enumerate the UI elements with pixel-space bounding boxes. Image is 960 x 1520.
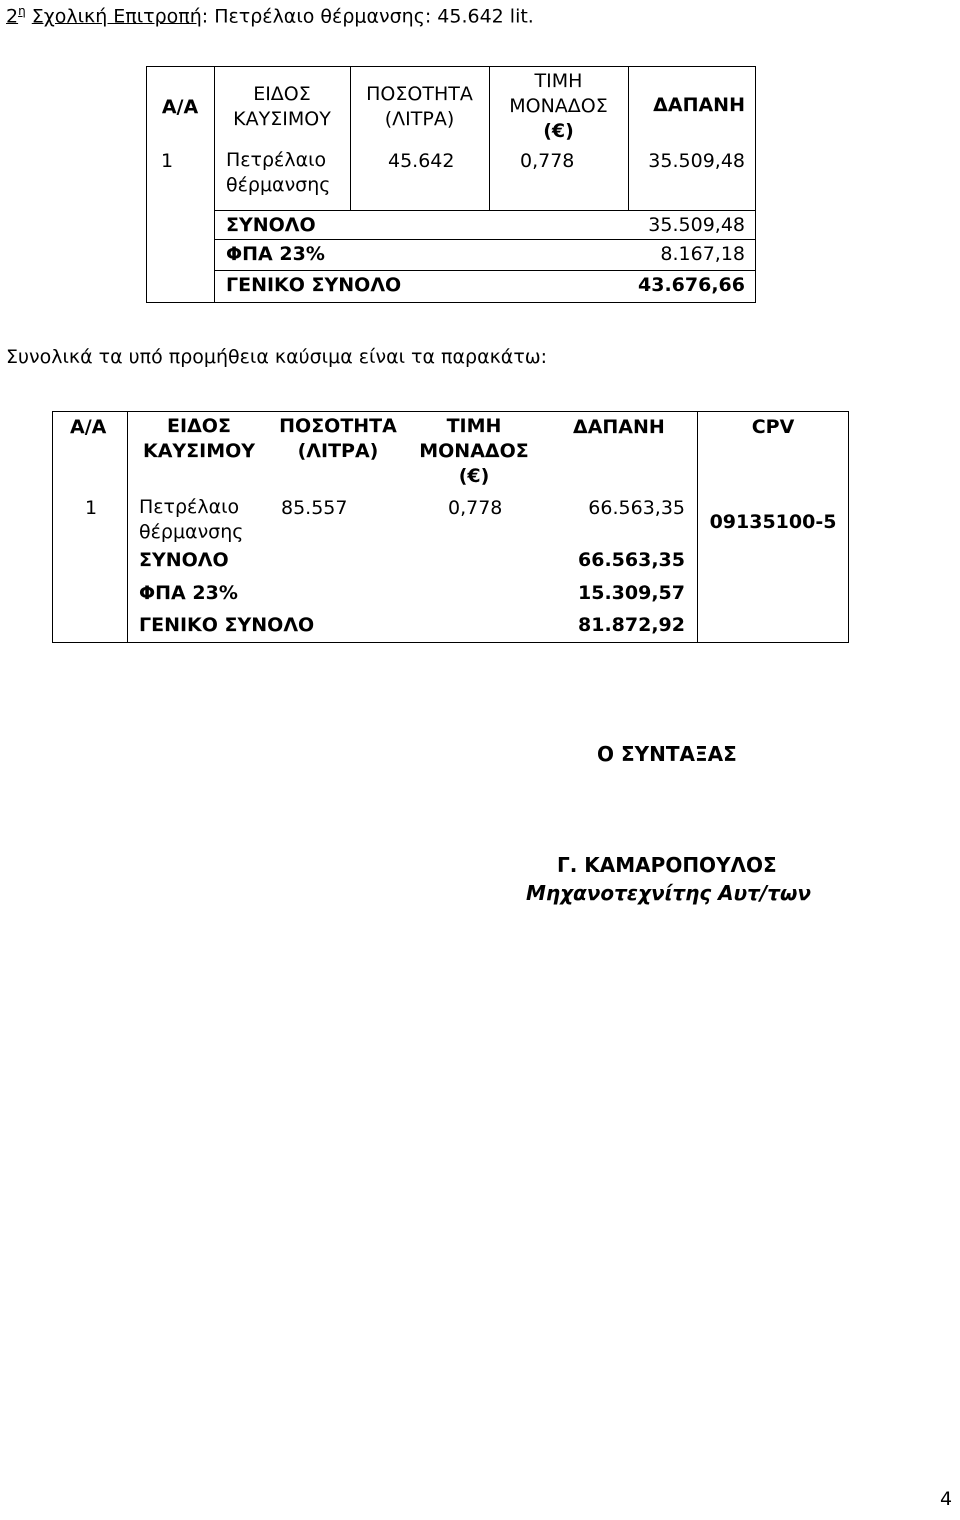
t2-total-label: ΣΥΝΟΛΟ	[139, 549, 229, 571]
t2-header-type	[128, 414, 270, 464]
t1-row-type-l2: θέρμανσης	[226, 174, 331, 196]
t2-header-cpv: CPV	[751, 416, 795, 438]
t1-header-price-l1: ΤΙΜΗ	[534, 70, 583, 92]
heading-ordinal: 2	[6, 5, 19, 28]
t2-header-qty-l1: ΠΟΣΟΤΗΤΑ	[279, 415, 397, 437]
t2-row-type	[139, 495, 267, 545]
page-number: 4	[940, 1488, 953, 1510]
t1-header-type-l1: ΕΙΔΟΣ	[253, 83, 311, 105]
t1-row-price: 0,778	[520, 150, 575, 172]
fuel-table-2	[0, 0, 960, 650]
heading-committee: Σχολική Επιτροπή	[31, 5, 202, 28]
t1-row-aa: 1	[161, 150, 174, 172]
t2-header-price-l3: (€)	[458, 465, 490, 487]
t2-header-price-l2: ΜΟΝΑΔΟΣ	[419, 440, 529, 462]
t2-row-type-l1: Πετρέλαιο	[139, 496, 240, 518]
t2-row-type-l2: θέρμανσης	[139, 521, 244, 543]
t2-total-value: 66.563,35	[578, 549, 685, 571]
signature-role: Μηχανοτεχνίτης Αυτ/των	[526, 881, 811, 905]
t2-row-cost: 66.563,35	[588, 497, 685, 519]
t1-row-qty: 45.642	[388, 150, 455, 172]
t2-header-cost: ΔΑΠΑΝΗ	[573, 416, 665, 438]
signature-title: Ο ΣΥΝΤΑΞΑΣ	[597, 742, 737, 766]
t1-total-value: 35.509,48	[648, 214, 745, 236]
signature-name: Γ. ΚΑΜΑΡΟΠΟΥΛΟΣ	[557, 853, 777, 877]
t1-vat-value: 8.167,18	[660, 243, 745, 265]
t2-row-cpv: 09135100-5	[709, 511, 837, 533]
t2-row-aa: 1	[85, 497, 98, 519]
t1-header-type-l2: ΚΑΥΣΙΜΟΥ	[233, 108, 331, 130]
t1-header-aa: Α/Α	[161, 96, 199, 118]
t1-row-type-l1: Πετρέλαιο	[226, 149, 327, 171]
t1-vat-label: ΦΠΑ 23%	[226, 243, 325, 265]
t1-header-qty-l1: ΠΟΣΟΤΗΤΑ	[366, 83, 473, 105]
t2-row-qty: 85.557	[281, 497, 348, 519]
heading-ordinal-sup: η	[18, 4, 26, 18]
t1-total-label: ΣΥΝΟΛΟ	[226, 214, 316, 236]
t2-vat-label: ΦΠΑ 23%	[139, 582, 238, 604]
t2-grand-total-value: 81.872,92	[578, 614, 685, 636]
t2-header-qty-l2: (ΛΙΤΡΑ)	[297, 440, 379, 462]
t2-header-price	[406, 414, 542, 489]
t1-header-price-l3: (€)	[543, 120, 574, 142]
t2-header-price-l1: ΤΙΜΗ	[446, 415, 502, 437]
t1-header-qty-l2: (ΛΙΤΡΑ)	[384, 108, 455, 130]
t1-row-cost: 35.509,48	[648, 150, 745, 172]
intro-text: Συνολικά τα υπό προμήθεια καύσιμα είναι τα παρακάτω:	[6, 346, 548, 368]
t2-vat-value: 15.309,57	[578, 582, 685, 604]
t1-header-cost: ΔΑΠΑΝΗ	[653, 94, 745, 116]
t2-header-type-l1: ΕΙΔΟΣ	[167, 415, 231, 437]
t2-row-price: 0,778	[448, 497, 503, 519]
heading-rest: : Πετρέλαιο θέρμανσης: 45.642 lit.	[201, 5, 534, 28]
t2-grand-total-label: ΓΕΝΙΚΟ ΣΥΝΟΛΟ	[139, 614, 315, 636]
t1-grand-total-value: 43.676,66	[638, 274, 745, 296]
t1-grand-total-label: ΓΕΝΙΚΟ ΣΥΝΟΛΟ	[226, 274, 402, 296]
t2-header-aa: Α/Α	[70, 416, 107, 438]
t2-header-qty	[270, 414, 406, 464]
t2-header-type-l2: ΚΑΥΣΙΜΟΥ	[142, 440, 256, 462]
t1-header-price-l2: ΜΟΝΑΔΟΣ	[509, 95, 608, 117]
